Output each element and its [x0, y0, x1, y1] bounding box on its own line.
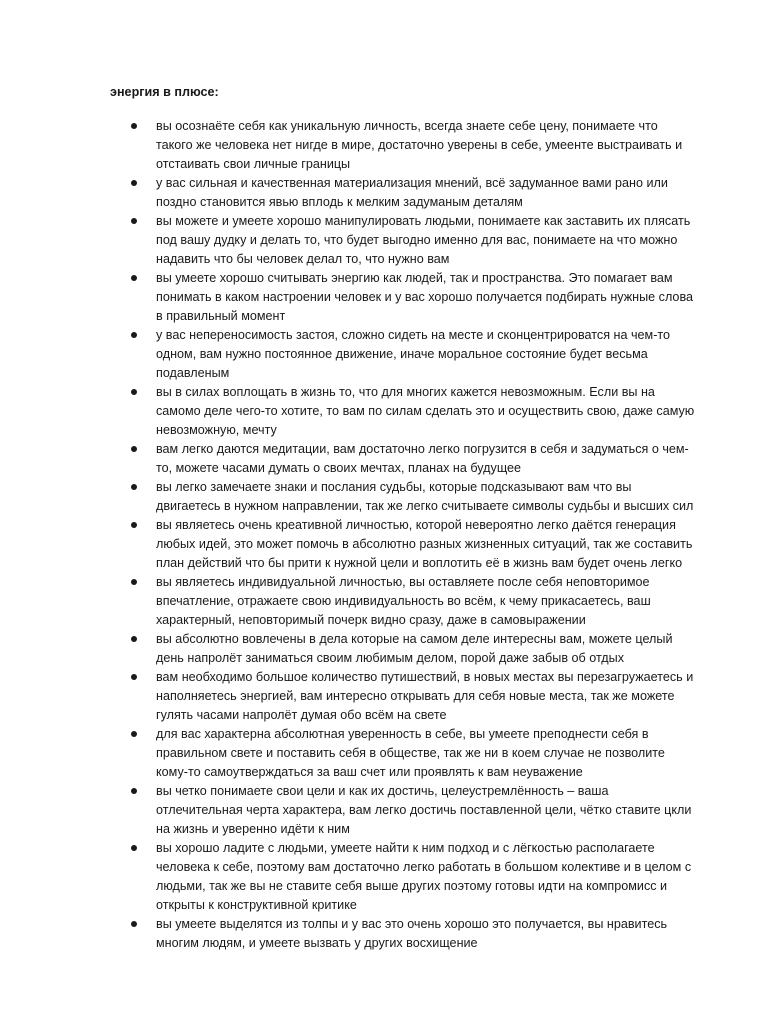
list-item-text-line: вы хорошо ладите с людьми, умеете найти к ним подход и с лёгкостью располагаете	[156, 841, 655, 855]
list-item-text-line: кому-то самоутверждаться за ваш счет или проявлять к вам неуважение	[156, 765, 583, 779]
list-item	[0, 915, 718, 953]
list-item-text-line: поздно становится явью вплодь к мелким задуманым деталям	[156, 195, 523, 209]
list-item-text-line: день напролёт заниматься своим любимым делом, порой даже забыв об отдых	[156, 651, 624, 665]
list-item	[0, 630, 718, 668]
bullet-dot-icon	[131, 522, 137, 528]
bullet-list	[0, 117, 768, 953]
list-item-text-line: характерный, неповторимый почерк видно сразу, даже в самовыражении	[156, 613, 586, 627]
list-item	[0, 839, 718, 915]
list-item-text-line: понимать в каком настроении человек и у вас хорошо получается подбирать нужные слова	[156, 290, 693, 304]
list-item-text-line: в правильный момент	[156, 309, 286, 323]
bullet-dot-icon	[131, 788, 137, 794]
list-item-text-line: вы умеете хорошо считывать энергию как людей, так и пространства. Это помагает вам	[156, 271, 673, 285]
list-item-text-line: вам необходимо большое количество путишествий, в новых местах вы перезагружаетесь и	[156, 670, 694, 684]
list-item	[0, 174, 718, 212]
list-item-text-line: многим людям, и умеете вызвать у других восхищение	[156, 936, 478, 950]
list-item	[0, 440, 718, 478]
bullet-dot-icon	[131, 389, 137, 395]
list-item-text-line: подавленым	[156, 366, 230, 380]
list-item-text-line: вы являетесь очень креативной личностью, которой невероятно легко даётся генерация	[156, 518, 676, 532]
list-item	[0, 383, 718, 440]
list-item	[0, 326, 718, 383]
list-item-text-line: вы в силах воплощать в жизнь то, что для многих кажется невозможным. Если вы на	[156, 385, 655, 399]
list-item-text-line: невозможную, мечту	[156, 423, 277, 437]
list-item-text-line: самомо деле чего-то хотите, то вам по силам сделать это и осуществить свою, даже самую	[156, 404, 695, 418]
list-item-text-line: вам легко даются медитации, вам достаточно легко погрузится в себя и задуматься о чем-	[156, 442, 689, 456]
bullet-dot-icon	[131, 123, 137, 129]
list-item-text-line: открыты к конструктивной критике	[156, 898, 357, 912]
list-item	[0, 117, 718, 174]
list-item-text-line: одном, вам нужно постоянное движение, иначе моральное состояние будет весьма	[156, 347, 648, 361]
bullet-dot-icon	[131, 218, 137, 224]
list-item	[0, 212, 718, 269]
list-item-text-line: для вас характерна абсолютная уверенность в себе, вы умеете преподнести себя в	[156, 727, 649, 741]
list-item-text-line: то, можете часами думать о своих мечтах, планах на будущее	[156, 461, 522, 475]
bullet-dot-icon	[131, 275, 137, 281]
bullet-dot-icon	[131, 446, 137, 452]
list-item-text-line: вы четко понимаете свои цели и как их достичь, целеустремлённость – ваша	[156, 784, 609, 798]
list-item-text-line: такого же человека нет нигде в мире, достаточно уверены в себе, умеенте выстраивать и	[156, 138, 683, 152]
list-item-text-line: у вас непереносимость застоя, сложно сидеть на месте и сконцентрироватся на чем-то	[156, 328, 671, 342]
list-item	[0, 573, 718, 630]
list-item-text-line: вы умеете выделятся из толпы и у вас это очень хорошо это получается, вы нравитесь	[156, 917, 668, 931]
list-item-text-line: вы осознаёте себя как уникальную личность, всегда знаете себе цену, понимаете что	[156, 119, 658, 133]
list-item-text-line: впечатление, отражаете свою индивидуальность во всём, к чему прикасаетесь, ваш	[156, 594, 651, 608]
list-item	[0, 516, 718, 573]
list-item-text-line: любых идей, это может помочь в абсолютно разных жизненных ситуаций, так же составить	[156, 537, 693, 551]
list-item-text-line: людьми, так же вы не ставите себя выше других поэтому готовы идти на компромисс и	[156, 879, 668, 893]
list-item-text-line: двигаетесь в нужном направлении, так же легко считываете символы судьбы и высших сил	[156, 499, 694, 513]
section-heading: энергия в плюсе:	[110, 85, 219, 99]
list-item-text-line: вы легко замечаете знаки и послания судьбы, которые подсказывают вам что вы	[156, 480, 632, 494]
bullet-dot-icon	[131, 636, 137, 642]
list-item-text-line: отстаивать свои личные границы	[156, 157, 351, 171]
list-item-text-line: вы можете и умеете хорошо манипулировать людьми, понимаете как заставить их плясать	[156, 214, 691, 228]
list-item	[0, 668, 718, 725]
bullet-dot-icon	[131, 731, 137, 737]
list-item-text-line: под вашу дудку и делать то, что будет выгодно именно для вас, понимаете на что можно	[156, 233, 678, 247]
list-item-text-line: отлечительная черта характера, вам легко достичь поставленной цели, чётко ставите цкли	[156, 803, 692, 817]
list-item-text-line: вы являетесь индивидуальной личностью, вы оставляете после себя неповторимое	[156, 575, 650, 589]
list-item-text-line: наполняетесь энергией, вам интересно открывать для себя новые места, так же можете	[156, 689, 675, 703]
bullet-dot-icon	[131, 845, 137, 851]
list-item-text-line: у вас сильная и качественная материализация мнений, всё задуманное вами рано или	[156, 176, 668, 190]
list-item	[0, 725, 718, 782]
list-item-text-line: правильном свете и поставить себя в обществе, так же ни в коем случае не позволите	[156, 746, 665, 760]
bullet-dot-icon	[131, 180, 137, 186]
bullet-dot-icon	[131, 332, 137, 338]
list-item-text-line: вы абсолютно вовлечены в дела которые на самом деле интересны вам, можете целый	[156, 632, 673, 646]
bullet-dot-icon	[131, 674, 137, 680]
bullet-dot-icon	[131, 921, 137, 927]
list-item-text-line: план действий что бы прити к нужной цели и воплотить её в жизнь вам будет очень легко	[156, 556, 683, 570]
list-item	[0, 782, 718, 839]
list-item-text-line: на жизнь и уверенно идёти к ним	[156, 822, 350, 836]
list-item-text-line: гулять часами напролёт думая обо всём на свете	[156, 708, 447, 722]
bullet-dot-icon	[131, 579, 137, 585]
list-item-text-line: надавить что бы человек делал то, что нужно вам	[156, 252, 450, 266]
list-item	[0, 478, 718, 516]
list-item-text-line: человека к себе, поэтому вам достаточно легко работать в большом колективе и в целом с	[156, 860, 692, 874]
bullet-dot-icon	[131, 484, 137, 490]
list-item	[0, 269, 718, 326]
